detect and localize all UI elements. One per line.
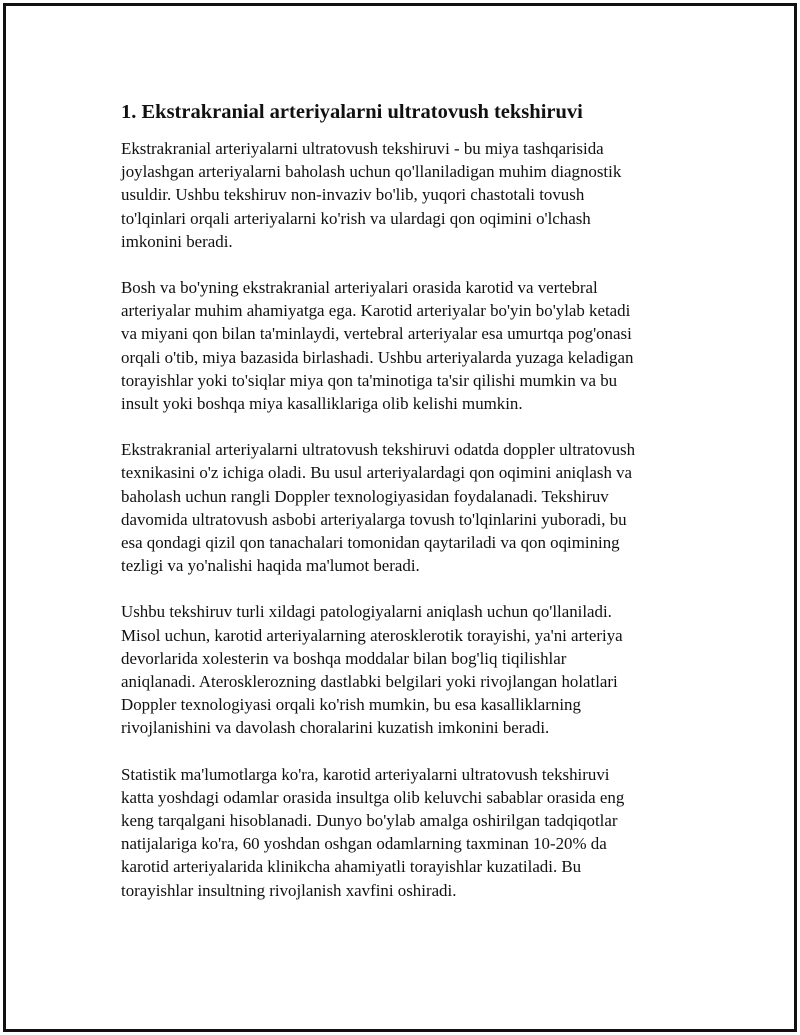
text-line: aniqlanadi. Aterosklerozning dastlabki belgilari yoki rivojlangan holatlari [121,672,618,692]
text-line: Bosh va bo'yning ekstrakranial arteriyalari orasida karotid va vertebral [121,278,598,298]
text-line: devorlarida xolesterin va boshqa moddalar bilan bog'liq tiqilishlar [121,648,567,668]
text-line: insult yoki boshqa miya kasalliklariga olib kelishi mumkin. [121,394,523,414]
text-line: torayishlar yoki to'siqlar miya qon ta'minotiga ta'sir qilishi mumkin va bu [121,370,618,390]
text-line: Ekstrakranial arteriyalarni ultratovush tekshiruvi - bu miya tashqarisida [121,139,604,158]
paragraph-2 [121,276,691,415]
text-line: Ushbu tekshiruv turli xildagi patologiyalarni aniqlash uchun qo'llaniladi. [121,602,612,622]
text-line: davomida ultratovush asbobi arteriyalarga tovush to'lqinlarini yuboradi, bu [121,509,627,529]
page-frame [3,3,797,1032]
text-line: joylashgan arteriyalarni baholash uchun qo'llaniladigan muhim diagnostik [121,162,622,182]
text-line: Statistik ma'lumotlarga ko'ra, karotid arteriyalarni ultratovush tekshiruvi [121,764,610,784]
text-line: arteriyalar muhim ahamiyatga ega. Karotid arteriyalar bo'yin bo'ylab ketadi [121,301,631,321]
text-line: baholash uchun rangli Doppler texnologiyasidan foydalanadi. Tekshiruv [121,486,609,506]
text-line: karotid arteriyalarida klinikcha ahamiyatli torayishlar kuzatiladi. Bu [121,857,582,877]
section-title: 1. Ekstrakranial arteriyalarni ultratovush tekshiruvi [121,101,583,123]
text-line: keng tarqalgani hisoblanadi. Dunyo bo'ylab amalga oshirilgan tadqiqotlar [121,811,618,831]
text-line: imkonini beradi. [121,231,233,251]
text-line: natijalariga ko'ra, 60 yoshdan oshgan odamlarning taxminan 10-20% da [121,834,607,854]
paragraph-5 [121,763,691,902]
text-line: katta yoshdagi odamlar orasida insultga olib keluvchi sabablar orasida eng [121,787,625,807]
text-line: to'lqinlari orqali arteriyalarni ko'rish va ulardagi qon oqimini o'lchash [121,208,591,228]
text-line: Misol uchun, karotid arteriyalarning aterosklerotik torayishi, ya'ni arteriya [121,625,623,645]
text-line: Doppler texnologiyasi orqali ko'rish mumkin, bu esa kasalliklarning [121,695,581,715]
text-line: orqali o'tib, miya bazasida birlashadi. Ushbu arteriyalarda yuzaga keladigan [121,347,634,367]
paragraph-4 [121,600,691,739]
text-line: tezligi va yo'nalishi haqida ma'lumot beradi. [121,556,420,576]
text-line: rivojlanishini va davolash choralarini kuzatish imkonini beradi. [121,718,550,738]
text-line: va miyani qon bilan ta'minlaydi, vertebral arteriyalar esa umurtqa pog'onasi [121,324,632,344]
text-line: esa qondagi qizil qon tanachalari tomonidan qaytariladi va qon oqimining [121,533,620,553]
text-line: texnikasini o'z ichiga oladi. Bu usul arteriyalardagi qon oqimini aniqlash va [121,463,633,483]
paragraph-3 [121,438,691,577]
text-line: torayishlar insultning rivojlanish xavfini oshiradi. [121,880,457,900]
text-line: usuldir. Ushbu tekshiruv non-invaziv bo'lib, yuqori chastotali tovush [121,185,585,205]
paragraph-1 [121,137,691,253]
text-line: Ekstrakranial arteriyalarni ultratovush tekshiruvi odatda doppler ultratovush [121,440,636,460]
document-body [121,99,691,902]
